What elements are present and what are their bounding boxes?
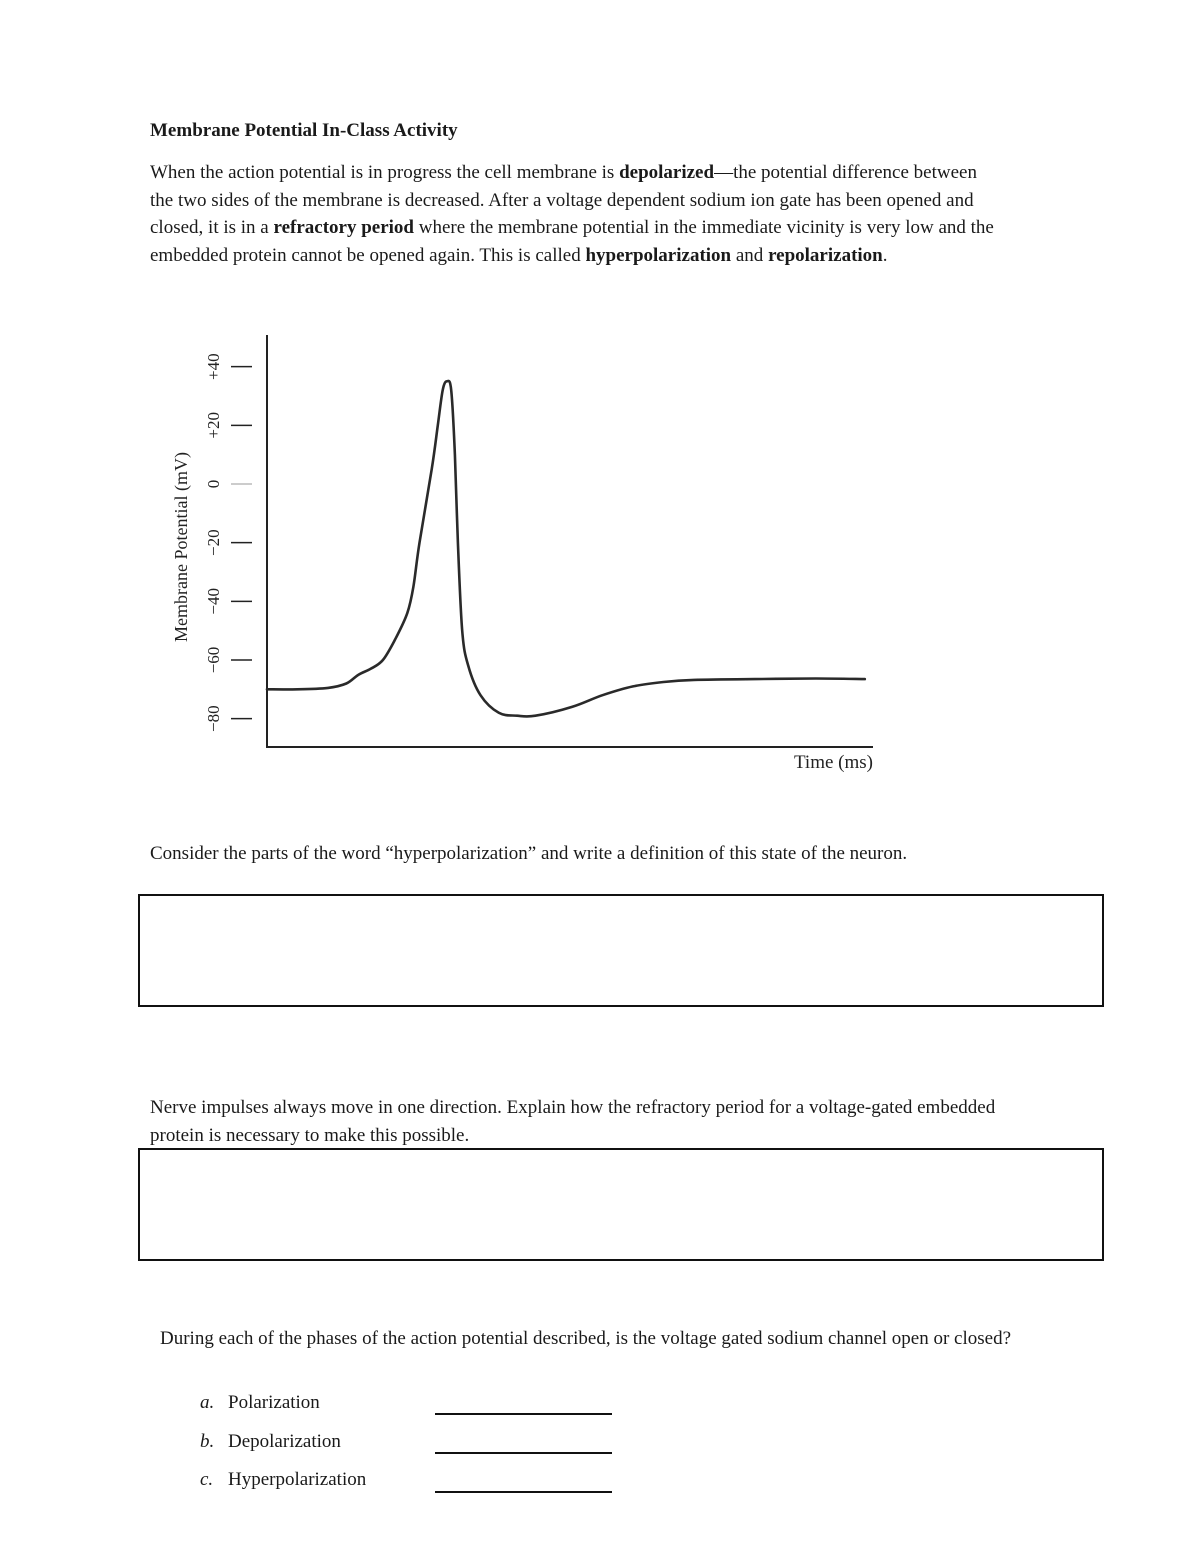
answer-blank-c[interactable]: [435, 1491, 612, 1493]
answer-blank-b[interactable]: [435, 1452, 612, 1454]
y-tick-label: −60: [204, 646, 223, 674]
term-refractory-period: refractory period: [273, 217, 414, 238]
intro-text-1: When the action potential is in progress the cell membrane is: [150, 162, 620, 183]
y-axis-ticks: [204, 353, 252, 732]
y-tick-label: −20: [204, 529, 223, 556]
answer-box-2[interactable]: [138, 1148, 1104, 1261]
option-label: Depolarization: [228, 1431, 341, 1452]
option-a: [200, 1392, 320, 1414]
intro-text-2: —the potential difference between the two sides of the membrane is decreased. After a voltage dependent sodium ion gate has been opened and closed, it is in a: [150, 162, 977, 238]
intro-text-3: where the membrane potential in the immediate vicinity is very low and the embedded protein cannot be opened again. This is called: [150, 217, 994, 266]
option-letter: b.: [200, 1431, 215, 1452]
option-letter: c.: [200, 1469, 214, 1490]
intro-paragraph: [150, 159, 1000, 269]
option-letter: a.: [200, 1392, 215, 1413]
y-tick-label: +20: [204, 412, 223, 439]
x-axis-label: Time (ms): [793, 752, 873, 773]
answer-box-1[interactable]: [138, 894, 1104, 1007]
intro-text-5: .: [882, 244, 888, 266]
term-repolarization: repolarization: [768, 244, 883, 266]
y-tick-label: +40: [204, 353, 223, 380]
option-label: Hyperpolarization: [228, 1469, 367, 1490]
action-potential-chart: [160, 325, 890, 785]
page-title: Membrane Potential In-Class Activity: [150, 120, 458, 141]
option-b: [200, 1431, 341, 1453]
term-depolarized: depolarized: [619, 162, 715, 183]
y-axis-label: Membrane Potential (mV): [171, 452, 191, 642]
question-hyperpolarization: Consider the parts of the word “hyperpolarization” and write a definition of this state of the neuron.: [150, 843, 908, 864]
option-label: Polarization: [228, 1392, 320, 1413]
series-line-membrane-potential: [267, 381, 865, 717]
y-tick-label: −80: [204, 705, 223, 732]
intro-text-4: and: [731, 244, 769, 266]
y-tick-label: 0: [204, 479, 223, 489]
question-refractory: Nerve impulses always move in one direction. Explain how the refractory period for a voltage-gated embedded protein is necessary to make this possible.: [150, 1097, 996, 1146]
answer-blank-a[interactable]: [435, 1413, 612, 1415]
term-hyperpolarization: hyperpolarization: [585, 244, 732, 266]
y-tick-label: −40: [204, 588, 223, 615]
option-c: [200, 1469, 366, 1491]
question-sodium-channel: During each of the phases of the action potential described, is the voltage gated sodium channel open or closed?: [160, 1328, 1012, 1349]
